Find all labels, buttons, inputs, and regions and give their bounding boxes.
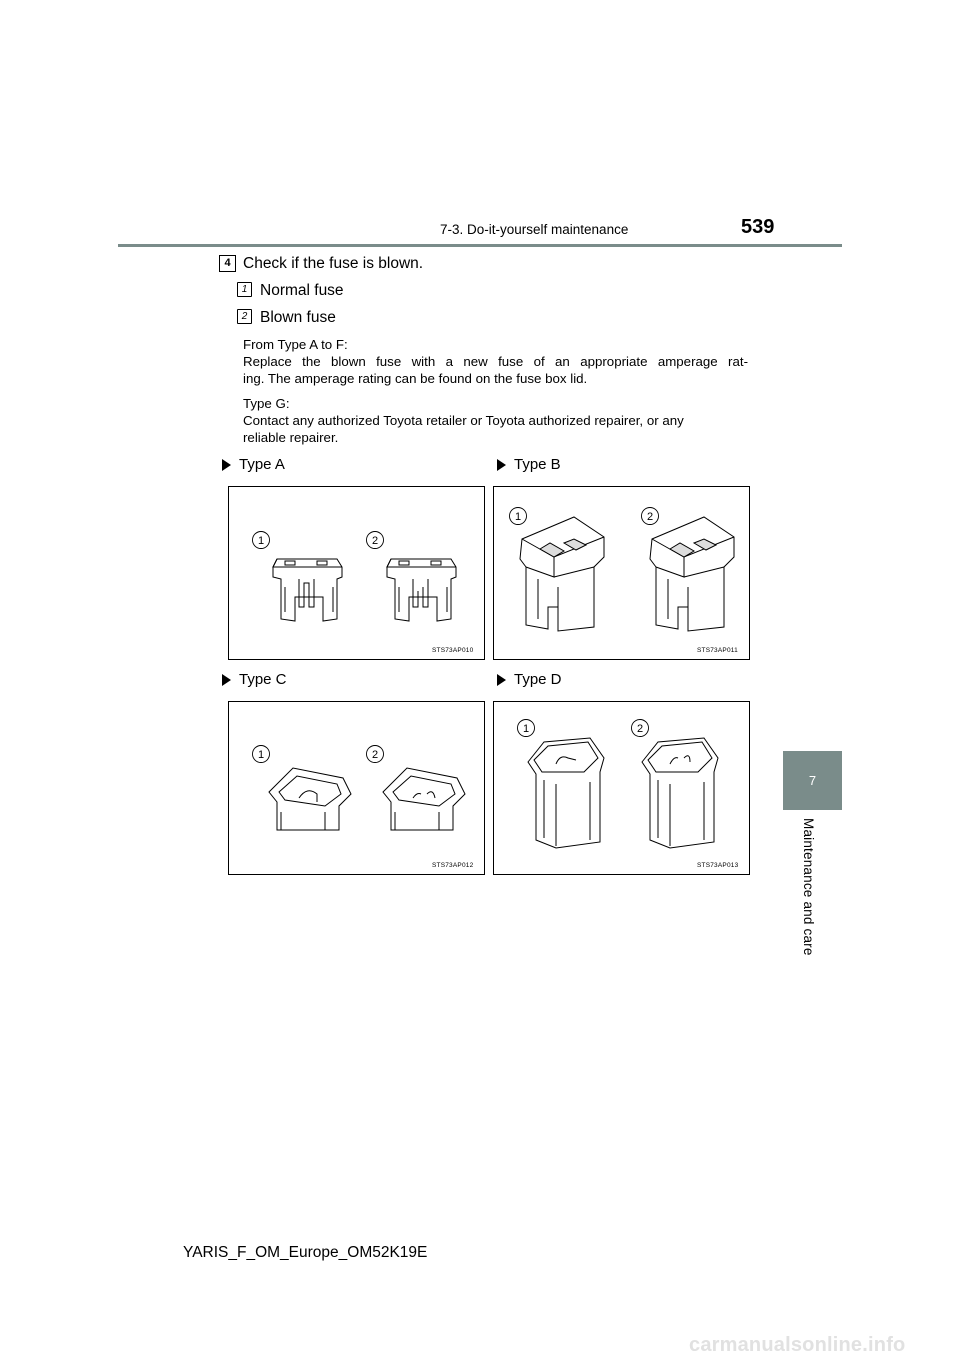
callout-2: 2 [371,749,379,761]
paragraph-a-to-f-title: From Type A to F: [243,337,348,352]
callout-2: 2 [646,511,654,523]
step-badge: 4 [219,255,236,272]
figure-code: STS73AP012 [432,862,474,869]
type-c-label: Type C [219,671,287,688]
watermark: carmanualsonline.info [689,1334,906,1356]
fuse-type-d-illustration [494,702,751,876]
paragraph-g-line1: Contact any authorized Toyota retailer or Toyota authorized repairer, or any [243,413,684,428]
figure-code: STS73AP010 [432,647,474,654]
figure-type-a [228,486,485,660]
figure-code: STS73AP011 [697,647,738,654]
callout-1: 1 [514,511,522,523]
figure-code: STS73AP013 [697,862,739,869]
header-divider [118,244,842,247]
fuse-type-a-illustration [229,487,486,661]
figure-type-d [493,701,750,875]
bullet-triangle-icon [222,459,231,471]
section-title: 7-3. Do-it-yourself maintenance [440,222,629,237]
figure-type-c [228,701,485,875]
item-badge-normal: 1 [237,282,252,297]
callout-1: 1 [522,723,530,735]
chapter-label: Maintenance and care [801,818,816,956]
paragraph-a-to-f-line1: Replace the blown fuse with a new fuse of an appropriate amperage rat- [243,354,748,369]
fuse-type-c-illustration [229,702,486,876]
fuse-type-b-illustration [494,487,751,661]
type-b-label: Type B [494,456,561,473]
callout-2: 2 [371,535,379,547]
type-a-label: Type A [219,456,285,473]
item-badge-blown: 2 [237,309,252,324]
bullet-triangle-icon [222,674,231,686]
item-normal-fuse: Normal fuse [260,282,344,299]
paragraph-g-line2: reliable repairer. [243,430,339,445]
callout-2: 2 [636,723,644,735]
callout-1: 1 [257,535,265,547]
figure-type-b [493,486,750,660]
document-footer: YARIS_F_OM_Europe_OM52K19E [183,1244,428,1261]
paragraph-a-to-f-line2: ing. The amperage rating can be found on the fuse box lid. [243,371,588,386]
page-number: 539 [741,216,775,238]
paragraph-g-title: Type G: [243,396,290,411]
bullet-triangle-icon [497,674,506,686]
chapter-tab: 7 [783,751,842,810]
bullet-triangle-icon [497,459,506,471]
step-text: Check if the fuse is blown. [243,255,424,272]
type-d-label: Type D [494,671,562,688]
item-blown-fuse: Blown fuse [260,309,336,326]
callout-1: 1 [257,749,265,761]
